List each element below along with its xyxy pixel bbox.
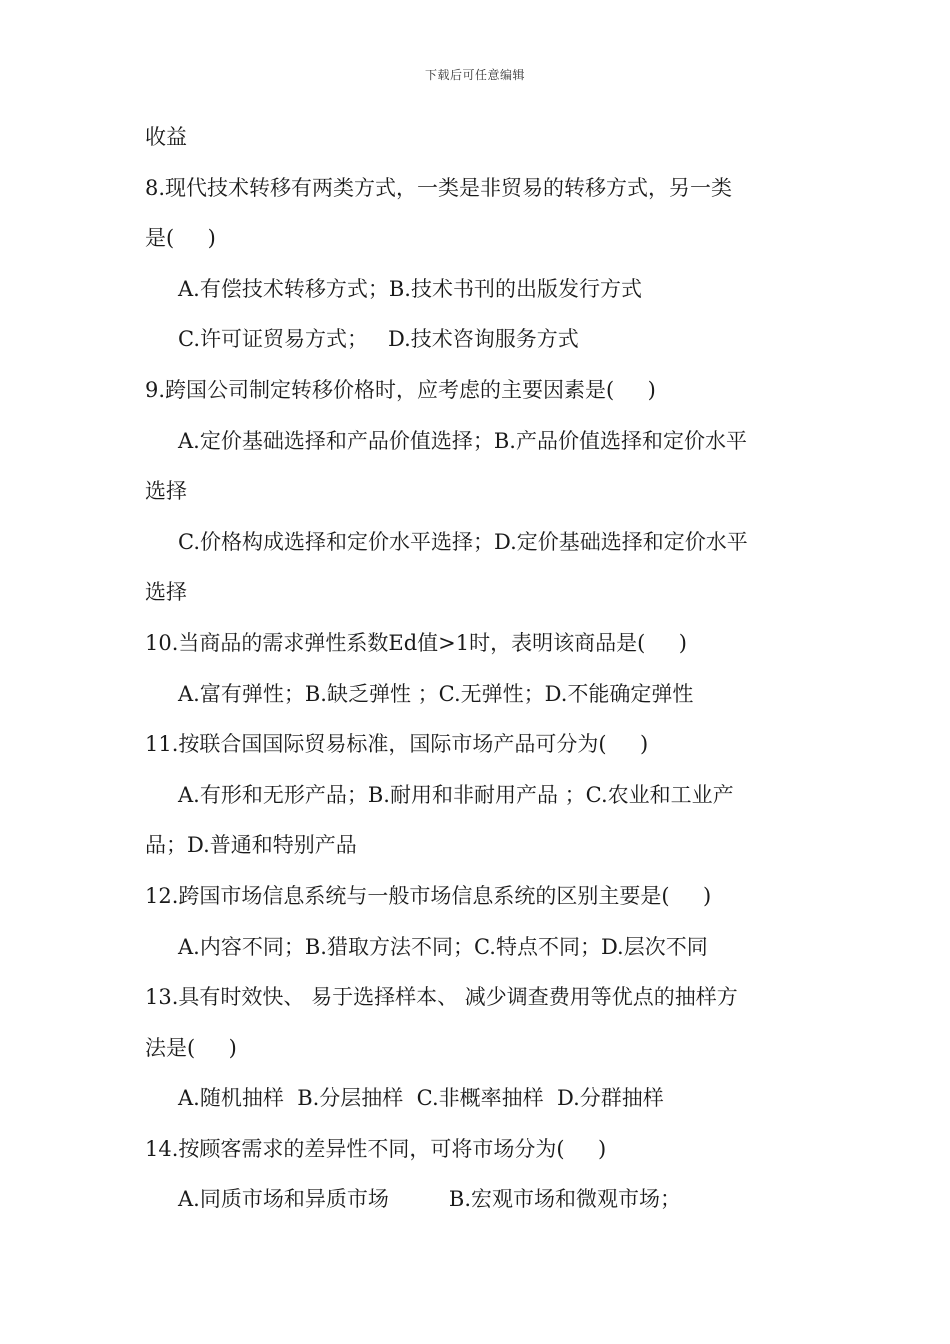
options-line: A.内容不同；B.猎取方法不同；C.特点不同；D.层次不同 <box>178 934 708 959</box>
options-line: C.许可证贸易方式； D.技术咨询服务方式 <box>178 327 579 352</box>
question-13: 13.具有时效快、 易于选择样本、 减少调查费用等优点的抽样方 <box>145 985 738 1010</box>
question-12: 12.跨国市场信息系统与一般市场信息系统的区别主要是( ) <box>145 883 712 908</box>
text-line: 是( ) <box>145 226 216 251</box>
options-line: A.有形和无形产品；B.耐用和非耐用产品 ；C.农业和工业产 <box>178 782 734 807</box>
question-10: 10.当商品的需求弹性系数Ed值>1时，表明该商品是( ) <box>145 630 687 655</box>
options-line: A.随机抽样 B.分层抽样 C.非概率抽样 D.分群抽样 <box>178 1086 664 1111</box>
text-line: 选择 <box>145 479 187 504</box>
document-body <box>145 112 815 1225</box>
question-14: 14.按顾客需求的差异性不同，可将市场分为( ) <box>145 1136 607 1161</box>
text-line: 选择 <box>145 580 187 605</box>
question-8: 8.现代技术转移有两类方式，一类是非贸易的转移方式，另一类 <box>145 175 733 200</box>
question-11: 11.按联合国国际贸易标准，国际市场产品可分为( ) <box>145 732 649 757</box>
options-line: A.定价基础选择和产品价值选择；B.产品价值选择和定价水平 <box>178 428 747 453</box>
page-header: 下载后可任意编辑 <box>424 68 525 82</box>
text-line: 法是( ) <box>145 1035 237 1060</box>
text-line: 品；D.普通和特别产品 <box>145 833 357 858</box>
options-line: A.富有弹性；B.缺乏弹性 ；C.无弹性；D.不能确定弹性 <box>178 681 694 706</box>
options-line: C.价格构成选择和定价水平选择；D.定价基础选择和定价水平 <box>178 529 748 554</box>
options-line: A.有偿技术转移方式；B.技术书刊的出版发行方式 <box>178 276 642 301</box>
options-line: A.同质市场和异质市场 B.宏观市场和微观市场； <box>178 1187 682 1212</box>
text-line: 收益 <box>145 125 187 149</box>
question-9: 9.跨国公司制定转移价格时，应考虑的主要因素是( ) <box>145 377 656 402</box>
